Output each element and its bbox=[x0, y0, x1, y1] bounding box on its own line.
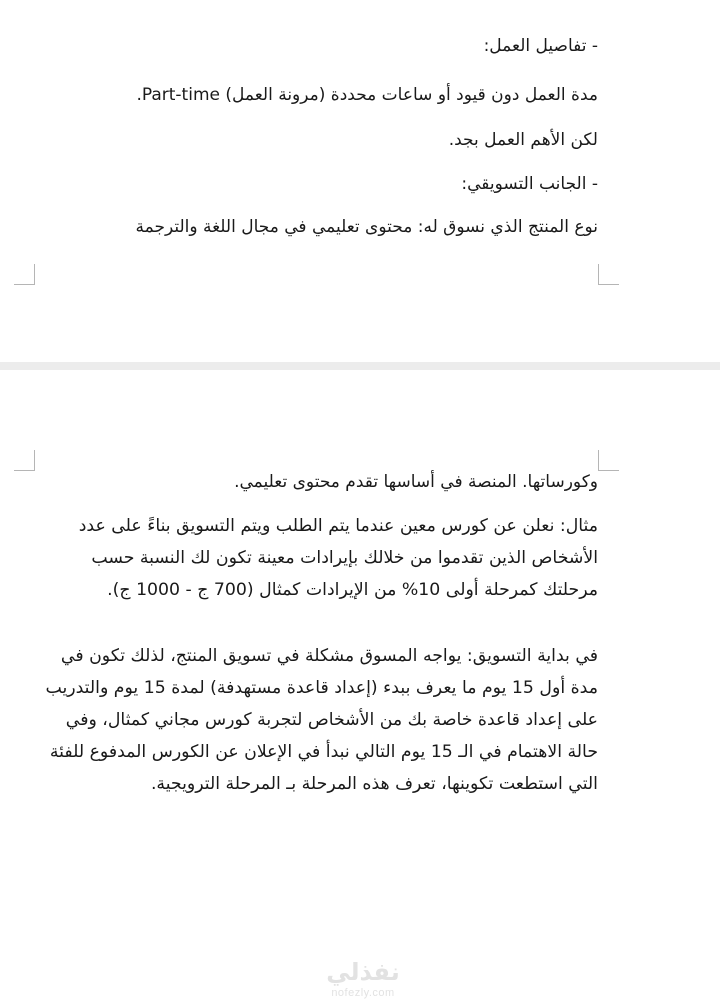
document-page-1 bbox=[0, 0, 720, 362]
work-importance-line: لكن الأهم العمل بجد. bbox=[448, 130, 598, 150]
watermark-logo: نفذلي bbox=[326, 958, 400, 986]
work-duration-line: مدة العمل دون قيود أو ساعات محددة (مرونة العمل) Part-time. bbox=[136, 85, 598, 105]
page-corner-marker bbox=[14, 264, 35, 285]
page-corner-marker bbox=[14, 450, 35, 471]
watermark-url: nofezly.com bbox=[331, 987, 395, 999]
platform-intro-line: وكورساتها. المنصة في أساسها تقدم محتوى تعليمي. bbox=[234, 472, 598, 492]
work-details-heading: - تفاصيل العمل: bbox=[483, 36, 598, 56]
page-separator bbox=[0, 362, 720, 370]
site-watermark bbox=[318, 957, 408, 1000]
marketing-heading: - الجانب التسويقي: bbox=[461, 174, 598, 194]
product-type-line: نوع المنتج الذي نسوق له: محتوى تعليمي في مجال اللغة والترجمة bbox=[135, 217, 598, 237]
document-page-2 bbox=[0, 370, 720, 1007]
example-paragraph: مثال: نعلن عن كورس معين عندما يتم الطلب ويتم التسويق بناءً على عدد الأشخاص الذين تقدموا من خلالك بإيرادات معينة تكون لك النسبة حسب مرحلتك كمرحلة أولى 10% من الإيرادات كمثال (700 ج - 1000 ج). bbox=[78, 516, 598, 600]
page-corner-marker bbox=[598, 264, 619, 285]
marketing-start-paragraph: في بداية التسويق: يواجه المسوق مشكلة في تسويق المنتج، لذلك تكون في مدة أول 15 يوم ما يعرف ببدء (إعداد قاعدة مستهدفة) لمدة 15 يوم والتدريب على إعداد قاعدة خاصة بك من الأشخاص لتجربة كورس مجاني كمثال، وفي حالة الاهتمام في الـ 15 يوم التالي نبدأ في الإعلان عن الكورس المدفوع للفئة التي استطعت تكوينها، تعرف هذه المرحلة بـ المرحلة الترويجية. bbox=[45, 646, 598, 794]
page-corner-marker bbox=[598, 450, 619, 471]
